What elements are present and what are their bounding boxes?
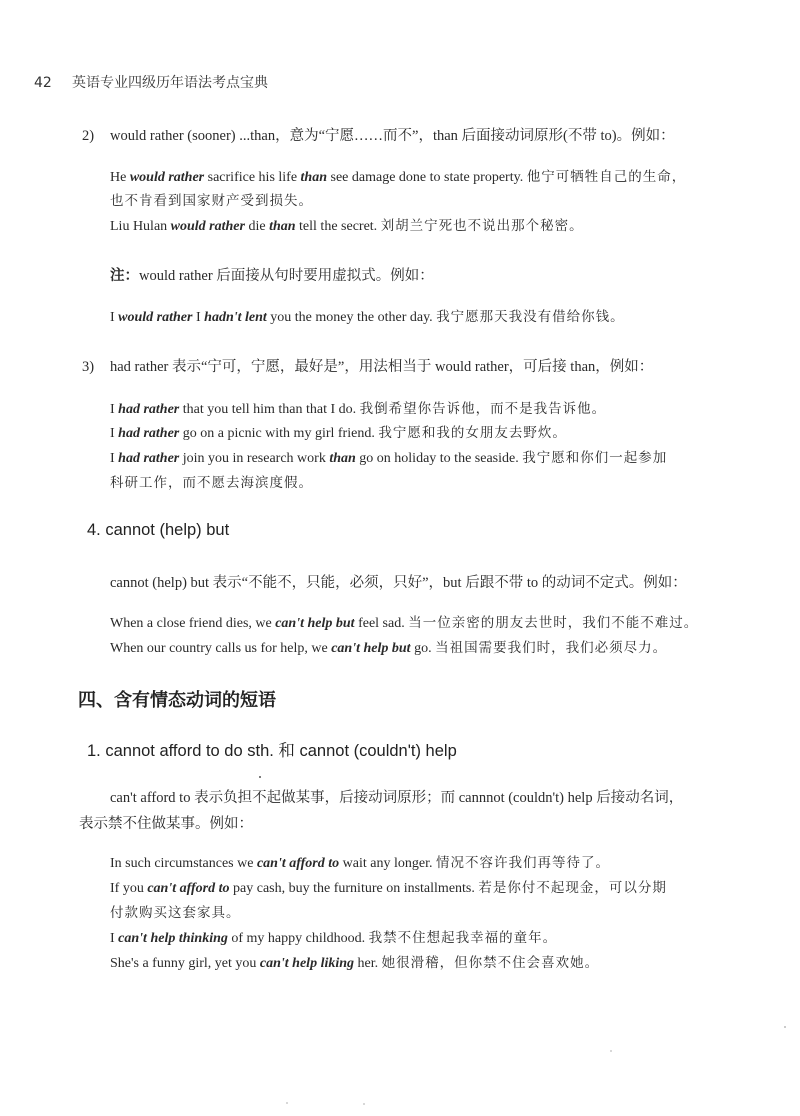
example-translation: 她很滑稽，但你禁不住会喜欢她。 bbox=[381, 955, 600, 971]
example-text: go on a picnic with my girl friend. bbox=[179, 426, 379, 441]
example-3-1 bbox=[110, 397, 606, 418]
subheading-4-description: cannot (help) but 表示“不能不，只能，必须，只好”，but 后跟不带 to 的动词不定式。例如： bbox=[110, 575, 687, 591]
example-translation: 若是你付不起现金，可以分期 bbox=[478, 880, 667, 896]
example-2-1-line2 bbox=[110, 189, 313, 210]
example-translation: 刘胡兰宁死也不说出那个秘密。 bbox=[380, 218, 584, 234]
example-3-3-line1 bbox=[110, 446, 667, 467]
example-translation: 我禁不住想起我幸福的童年。 bbox=[368, 930, 558, 946]
example-translation: 也不肯看到国家财产受到损失。 bbox=[110, 193, 313, 209]
example-1-4 bbox=[110, 951, 599, 972]
example-text: sacrifice his life bbox=[204, 170, 301, 185]
example-text: He bbox=[110, 170, 130, 185]
note-text: would rather 后面接从句时要用虚拟式。例如： bbox=[139, 268, 434, 284]
example-keyword: can't afford to bbox=[256, 856, 340, 871]
example-text: feel sad. bbox=[354, 616, 409, 631]
example-text: of my happy childhood. bbox=[227, 931, 369, 946]
example-translation: 当祖国需要我们时，我们必须尽力。 bbox=[435, 640, 668, 656]
example-keyword: can't help thinking bbox=[118, 931, 228, 946]
section-heading: 四、含有情态动词的短语 bbox=[78, 690, 276, 711]
scan-speckle bbox=[784, 1026, 786, 1028]
example-translation: 情况不容许我们再等待了。 bbox=[435, 855, 610, 871]
example-4-2 bbox=[110, 636, 667, 657]
example-text: you the money the other day. bbox=[266, 310, 437, 325]
example-3-3-line2 bbox=[110, 471, 313, 492]
example-text: If you bbox=[110, 881, 148, 896]
scan-speckle bbox=[610, 1050, 612, 1052]
example-text: go on holiday to the seaside. bbox=[355, 451, 523, 466]
subheading-1: 1. cannot afford to do sth. 和 cannot (couldn't) help bbox=[87, 742, 457, 760]
example-keyword: can't help liking bbox=[259, 956, 355, 971]
example-text: her. bbox=[354, 956, 382, 971]
example-text: I bbox=[110, 451, 119, 466]
example-keyword: than bbox=[269, 219, 296, 234]
example-keyword: had rather bbox=[118, 426, 180, 441]
example-text: When a close friend dies, we bbox=[110, 616, 276, 631]
example-text: I bbox=[110, 426, 119, 441]
scan-speckle bbox=[286, 1102, 288, 1104]
book-title: 英语专业四级历年语法考点宝典 bbox=[72, 75, 268, 91]
item-2-number: 2) bbox=[82, 128, 95, 144]
example-text: Liu Hulan bbox=[110, 219, 171, 234]
example-text: tell the secret. bbox=[295, 219, 381, 234]
example-text: wait any longer. bbox=[339, 856, 436, 871]
page-number: 42 bbox=[34, 75, 52, 91]
example-2-2 bbox=[110, 214, 584, 235]
example-text: go. bbox=[410, 641, 436, 656]
example-2-3 bbox=[110, 305, 625, 326]
example-keyword: would rather bbox=[129, 170, 205, 185]
example-1-2-line2 bbox=[110, 901, 241, 922]
example-1-1 bbox=[110, 851, 610, 872]
item-2-heading bbox=[82, 124, 675, 145]
note-line bbox=[110, 264, 434, 285]
item-3-text: had rather 表示“宁可，宁愿，最好是”，用法相当于 would rather，可后接 than，例如： bbox=[110, 359, 654, 375]
example-keyword: hadn't lent bbox=[204, 310, 267, 325]
example-keyword: would rather bbox=[118, 310, 193, 325]
example-translation: 我宁愿和我的女朋友去野炊。 bbox=[378, 425, 567, 441]
example-text: I bbox=[110, 402, 119, 417]
item-3-number: 3) bbox=[82, 359, 95, 375]
example-translation: 我倒希望你告诉他，而不是我告诉他。 bbox=[359, 401, 607, 417]
example-text: I bbox=[110, 310, 119, 325]
example-text: When our country calls us for help, we bbox=[110, 641, 332, 656]
example-2-1-line1 bbox=[110, 165, 686, 186]
example-keyword: had rather bbox=[118, 402, 180, 417]
example-translation: 付款购买这套家具。 bbox=[110, 905, 241, 921]
example-keyword: had rather bbox=[118, 451, 180, 466]
example-keyword: than bbox=[329, 451, 356, 466]
emphasis-dot bbox=[259, 776, 261, 778]
example-translation: 他宁可牺牲自己的生命， bbox=[526, 169, 687, 185]
example-translation: 科研工作，而不愿去海滨度假。 bbox=[110, 475, 313, 491]
example-keyword: can't afford to bbox=[147, 881, 230, 896]
example-translation: 我宁愿和你们一起参加 bbox=[522, 450, 668, 466]
example-keyword: would rather bbox=[170, 219, 245, 234]
example-1-3 bbox=[110, 926, 557, 947]
example-keyword: can't help but bbox=[275, 616, 355, 631]
subheading-1-description-line1: can't afford to 表示负担不起做某事，后接动词原形；而 cannnot (couldn't) help 后接动名词， bbox=[110, 790, 684, 806]
example-translation: 我宁愿那天我没有借给你钱。 bbox=[436, 309, 625, 325]
example-text: In such circumstances we bbox=[110, 856, 257, 871]
subheading-4: 4. cannot (help) but bbox=[87, 521, 230, 539]
example-translation: 当一位亲密的朋友去世时，我们不能不难过。 bbox=[408, 615, 699, 631]
example-text: that you tell him than that I do. bbox=[179, 402, 360, 417]
note-label: 注： bbox=[110, 268, 139, 284]
example-4-1 bbox=[110, 611, 698, 632]
example-text: pay cash, buy the furniture on installments. bbox=[229, 881, 479, 896]
example-3-2 bbox=[110, 421, 567, 442]
example-text: I bbox=[192, 310, 205, 325]
example-keyword: can't help but bbox=[331, 641, 411, 656]
item-3-heading bbox=[82, 355, 653, 376]
example-text: I bbox=[110, 931, 119, 946]
subheading-1-description-line2: 表示禁不住做某事。例如： bbox=[79, 816, 253, 832]
example-1-2-line1 bbox=[110, 876, 667, 897]
example-keyword: than bbox=[300, 170, 328, 185]
page-header bbox=[34, 72, 268, 92]
scan-speckle bbox=[363, 1103, 365, 1105]
example-text: see damage done to state property. bbox=[327, 170, 527, 185]
example-text: join you in research work bbox=[179, 451, 330, 466]
example-text: die bbox=[244, 219, 270, 234]
example-text: She's a funny girl, yet you bbox=[110, 956, 260, 971]
item-2-text: would rather (sooner) ...than，意为“宁愿……而不”，than 后面接动词原形(不带 to)。例如： bbox=[110, 128, 675, 144]
